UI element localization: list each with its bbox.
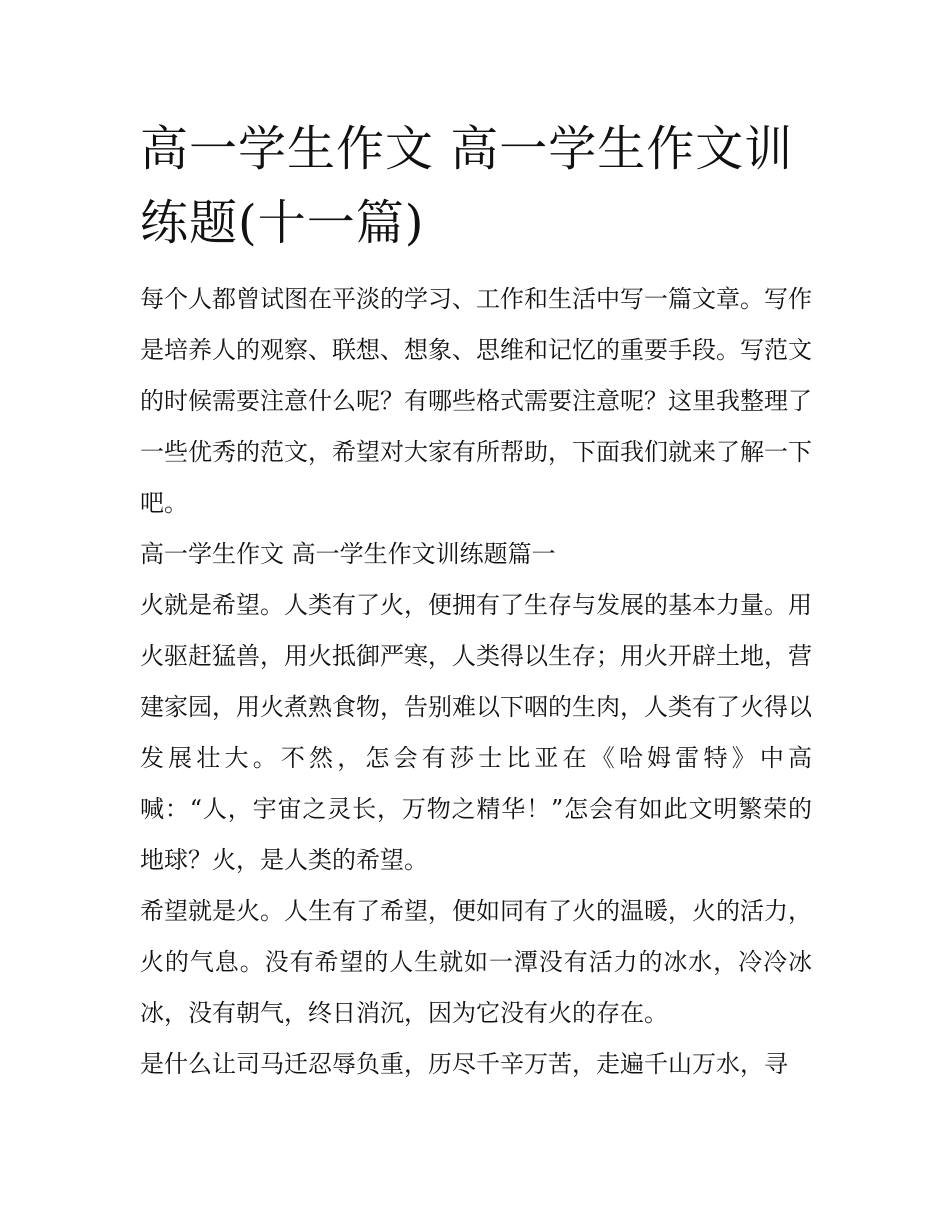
section-heading: 高一学生作文 高一学生作文训练题篇一 — [140, 540, 556, 568]
body-paragraph-fire: 火就是希望。人类有了火，便拥有了生存与发展的基本力量。用火驱赶猛兽，用火抵御严寒，人类得以生存；用火开辟土地，营建家园，用火煮熟食物，告别难以下咽的生肉，人类有了火得以发展壮大。不然，怎会有莎士比亚在《哈姆雷特》中高喊：“人，宇宙之灵长，万物之精华！”怎会有如此文明繁荣的地球？火，是人类的希望。 — [140, 591, 812, 874]
intro-paragraph: 每个人都曾试图在平淡的学习、工作和生活中写一篇文章。写作是培养人的观察、联想、想象、思维和记忆的重要手段。写范文的时候需要注意什么呢？有哪些格式需要注意呢？这里我整理了一些优秀的范文，希望对大家有所帮助，下面我们就来了解一下吧。 — [140, 285, 812, 517]
body-paragraph-hope: 希望就是火。人生有了希望，便如同有了火的温暖，火的活力，火的气息。没有希望的人生就如一潭没有活力的冰水，冷冷冰冰，没有朝气，终日消沉，因为它没有火的存在。 — [140, 897, 812, 1027]
body-paragraph-simaqian: 是什么让司马迁忍辱负重，历尽千辛万苦，走遍千山万水，寻 — [140, 1050, 788, 1078]
document-title: 高一学生作文 高一学生作文训练题(十一篇) — [140, 121, 794, 251]
document-page — [140, 112, 812, 1090]
